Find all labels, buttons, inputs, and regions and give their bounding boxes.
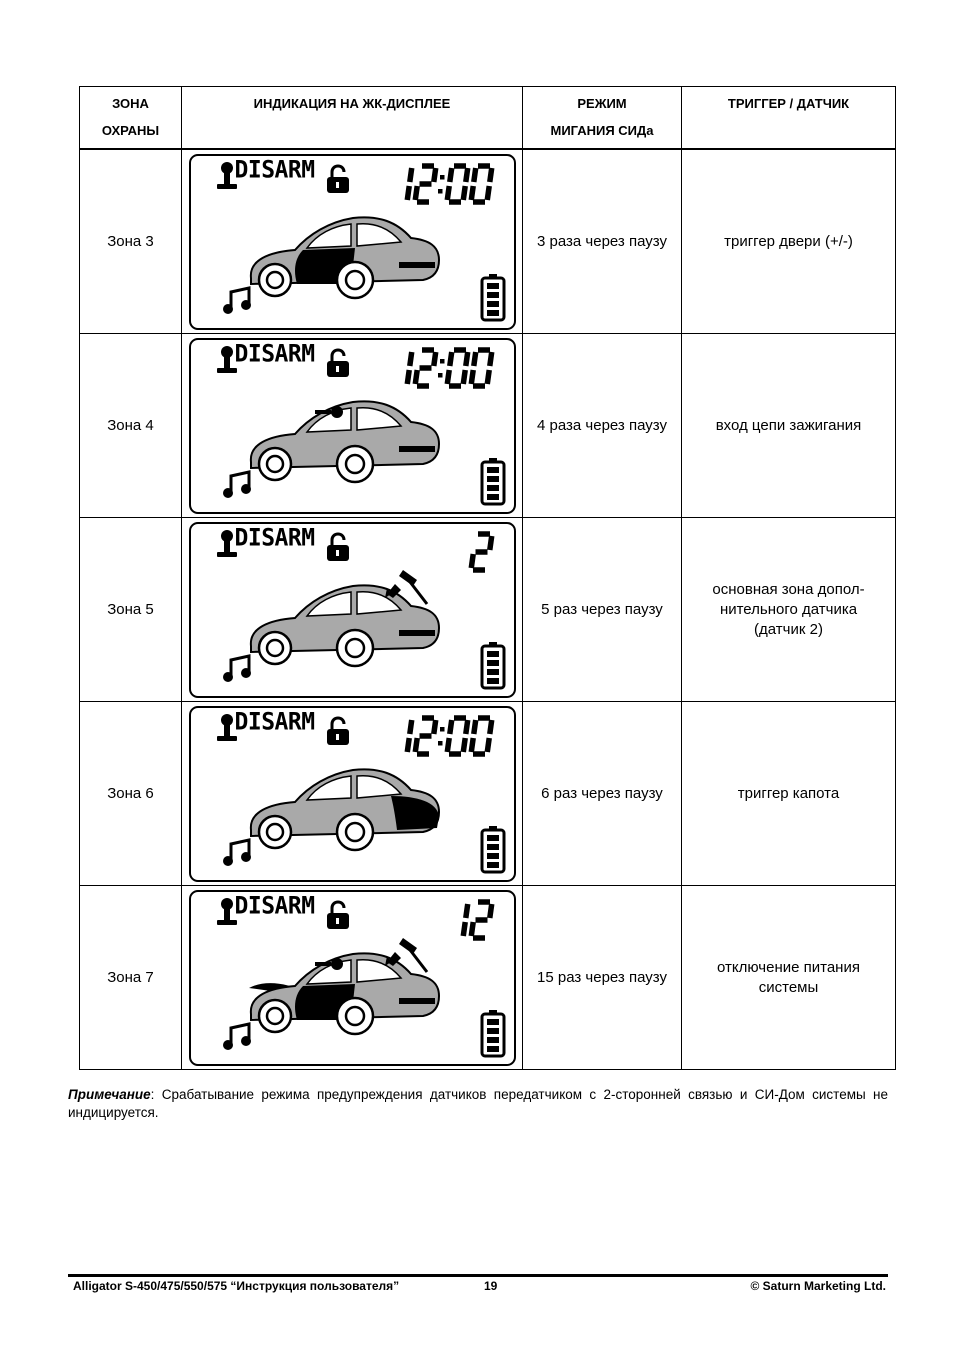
clock-digits <box>463 902 491 938</box>
music-note-icon <box>223 840 251 866</box>
mode-cell: 5 раз через паузу <box>523 518 682 702</box>
lcd-cell <box>182 518 523 702</box>
music-note-icon <box>223 288 251 314</box>
car-icon <box>250 570 438 666</box>
car-icon <box>250 217 438 298</box>
music-note-icon <box>223 472 251 498</box>
lcd-mode-text: DISARM <box>234 339 315 368</box>
footer-copyright: © Saturn Marketing Ltd. <box>750 1279 886 1293</box>
lcd-display <box>189 890 516 1066</box>
table-row <box>80 334 896 518</box>
car-icon <box>250 769 438 850</box>
alarm-person-icon <box>217 162 237 189</box>
trigger-cell: вход цепи зажигания <box>682 334 896 518</box>
clock-digits <box>407 718 491 754</box>
trigger-cell: триггер двери (+/-) <box>682 149 896 334</box>
note-paragraph <box>68 1086 888 1122</box>
lcd-display <box>189 522 516 698</box>
table-row <box>80 518 896 702</box>
zone-cell: Зона 5 <box>80 518 182 702</box>
trigger-cell: триггер капота <box>682 702 896 886</box>
music-note-icon <box>223 656 251 682</box>
unlock-icon <box>327 350 349 377</box>
note-text: : Срабатывание режима предупреждения датчиков передатчиком с 2-сторонней связью и СИ-Дом системы не индицируется. <box>68 1087 888 1120</box>
lcd-mode-text: DISARM <box>234 155 315 184</box>
table-header-row <box>80 87 896 150</box>
battery-icon <box>482 274 504 320</box>
battery-icon <box>482 1010 504 1056</box>
lcd-cell <box>182 702 523 886</box>
alarm-person-icon <box>217 346 237 373</box>
lcd-cell <box>182 149 523 334</box>
table-row <box>80 702 896 886</box>
unlock-icon <box>327 718 349 745</box>
lcd-cell <box>182 886 523 1070</box>
alarm-person-icon <box>217 714 237 741</box>
trigger-cell: отключение питания системы <box>682 886 896 1070</box>
lcd-display <box>189 154 516 330</box>
page-number: 19 <box>484 1279 498 1293</box>
unlock-icon <box>327 166 349 193</box>
mode-cell: 4 раза через паузу <box>523 334 682 518</box>
table-row <box>80 149 896 334</box>
zone-cell: Зона 3 <box>80 149 182 334</box>
clock-digits <box>407 350 491 386</box>
lcd-mode-text: DISARM <box>234 523 315 552</box>
music-note-icon <box>223 1024 251 1050</box>
unlock-icon <box>327 902 349 929</box>
battery-icon <box>482 826 504 872</box>
mode-cell: 6 раз через паузу <box>523 702 682 886</box>
table-row <box>80 886 896 1070</box>
battery-icon <box>482 642 504 688</box>
car-icon <box>250 401 438 482</box>
zone-cell: Зона 4 <box>80 334 182 518</box>
lcd-mode-text: DISARM <box>234 707 315 736</box>
alarm-person-icon <box>217 530 237 557</box>
lcd-display <box>189 706 516 882</box>
header-trigger: ТРИГГЕР / ДАТЧИК <box>682 87 896 150</box>
battery-icon <box>482 458 504 504</box>
header-zone: ЗОНА ОХРАНЫ <box>80 87 182 150</box>
clock-digits <box>471 534 491 570</box>
zone-cell: Зона 6 <box>80 702 182 886</box>
note-label: Примечание <box>68 1087 151 1102</box>
car-icon <box>249 938 439 1034</box>
mode-cell: 15 раз через паузу <box>523 886 682 1070</box>
footer-rule <box>68 1274 888 1277</box>
lcd-cell <box>182 334 523 518</box>
alarm-person-icon <box>217 898 237 925</box>
footer-title: Alligator S-450/475/550/575 “Инструкция пользователя” <box>73 1279 400 1293</box>
lcd-display <box>189 338 516 514</box>
zones-table <box>79 86 896 1070</box>
mode-cell: 3 раза через паузу <box>523 149 682 334</box>
header-lcd: ИНДИКАЦИЯ НА ЖК-ДИСПЛЕЕ <box>182 87 523 150</box>
unlock-icon <box>327 534 349 561</box>
header-mode: РЕЖИМ МИГАНИЯ СИДа <box>523 87 682 150</box>
clock-digits <box>407 166 491 202</box>
zone-cell: Зона 7 <box>80 886 182 1070</box>
lcd-mode-text: DISARM <box>234 891 315 920</box>
trigger-cell: основная зона допол-нительного датчика (датчик 2) <box>682 518 896 702</box>
